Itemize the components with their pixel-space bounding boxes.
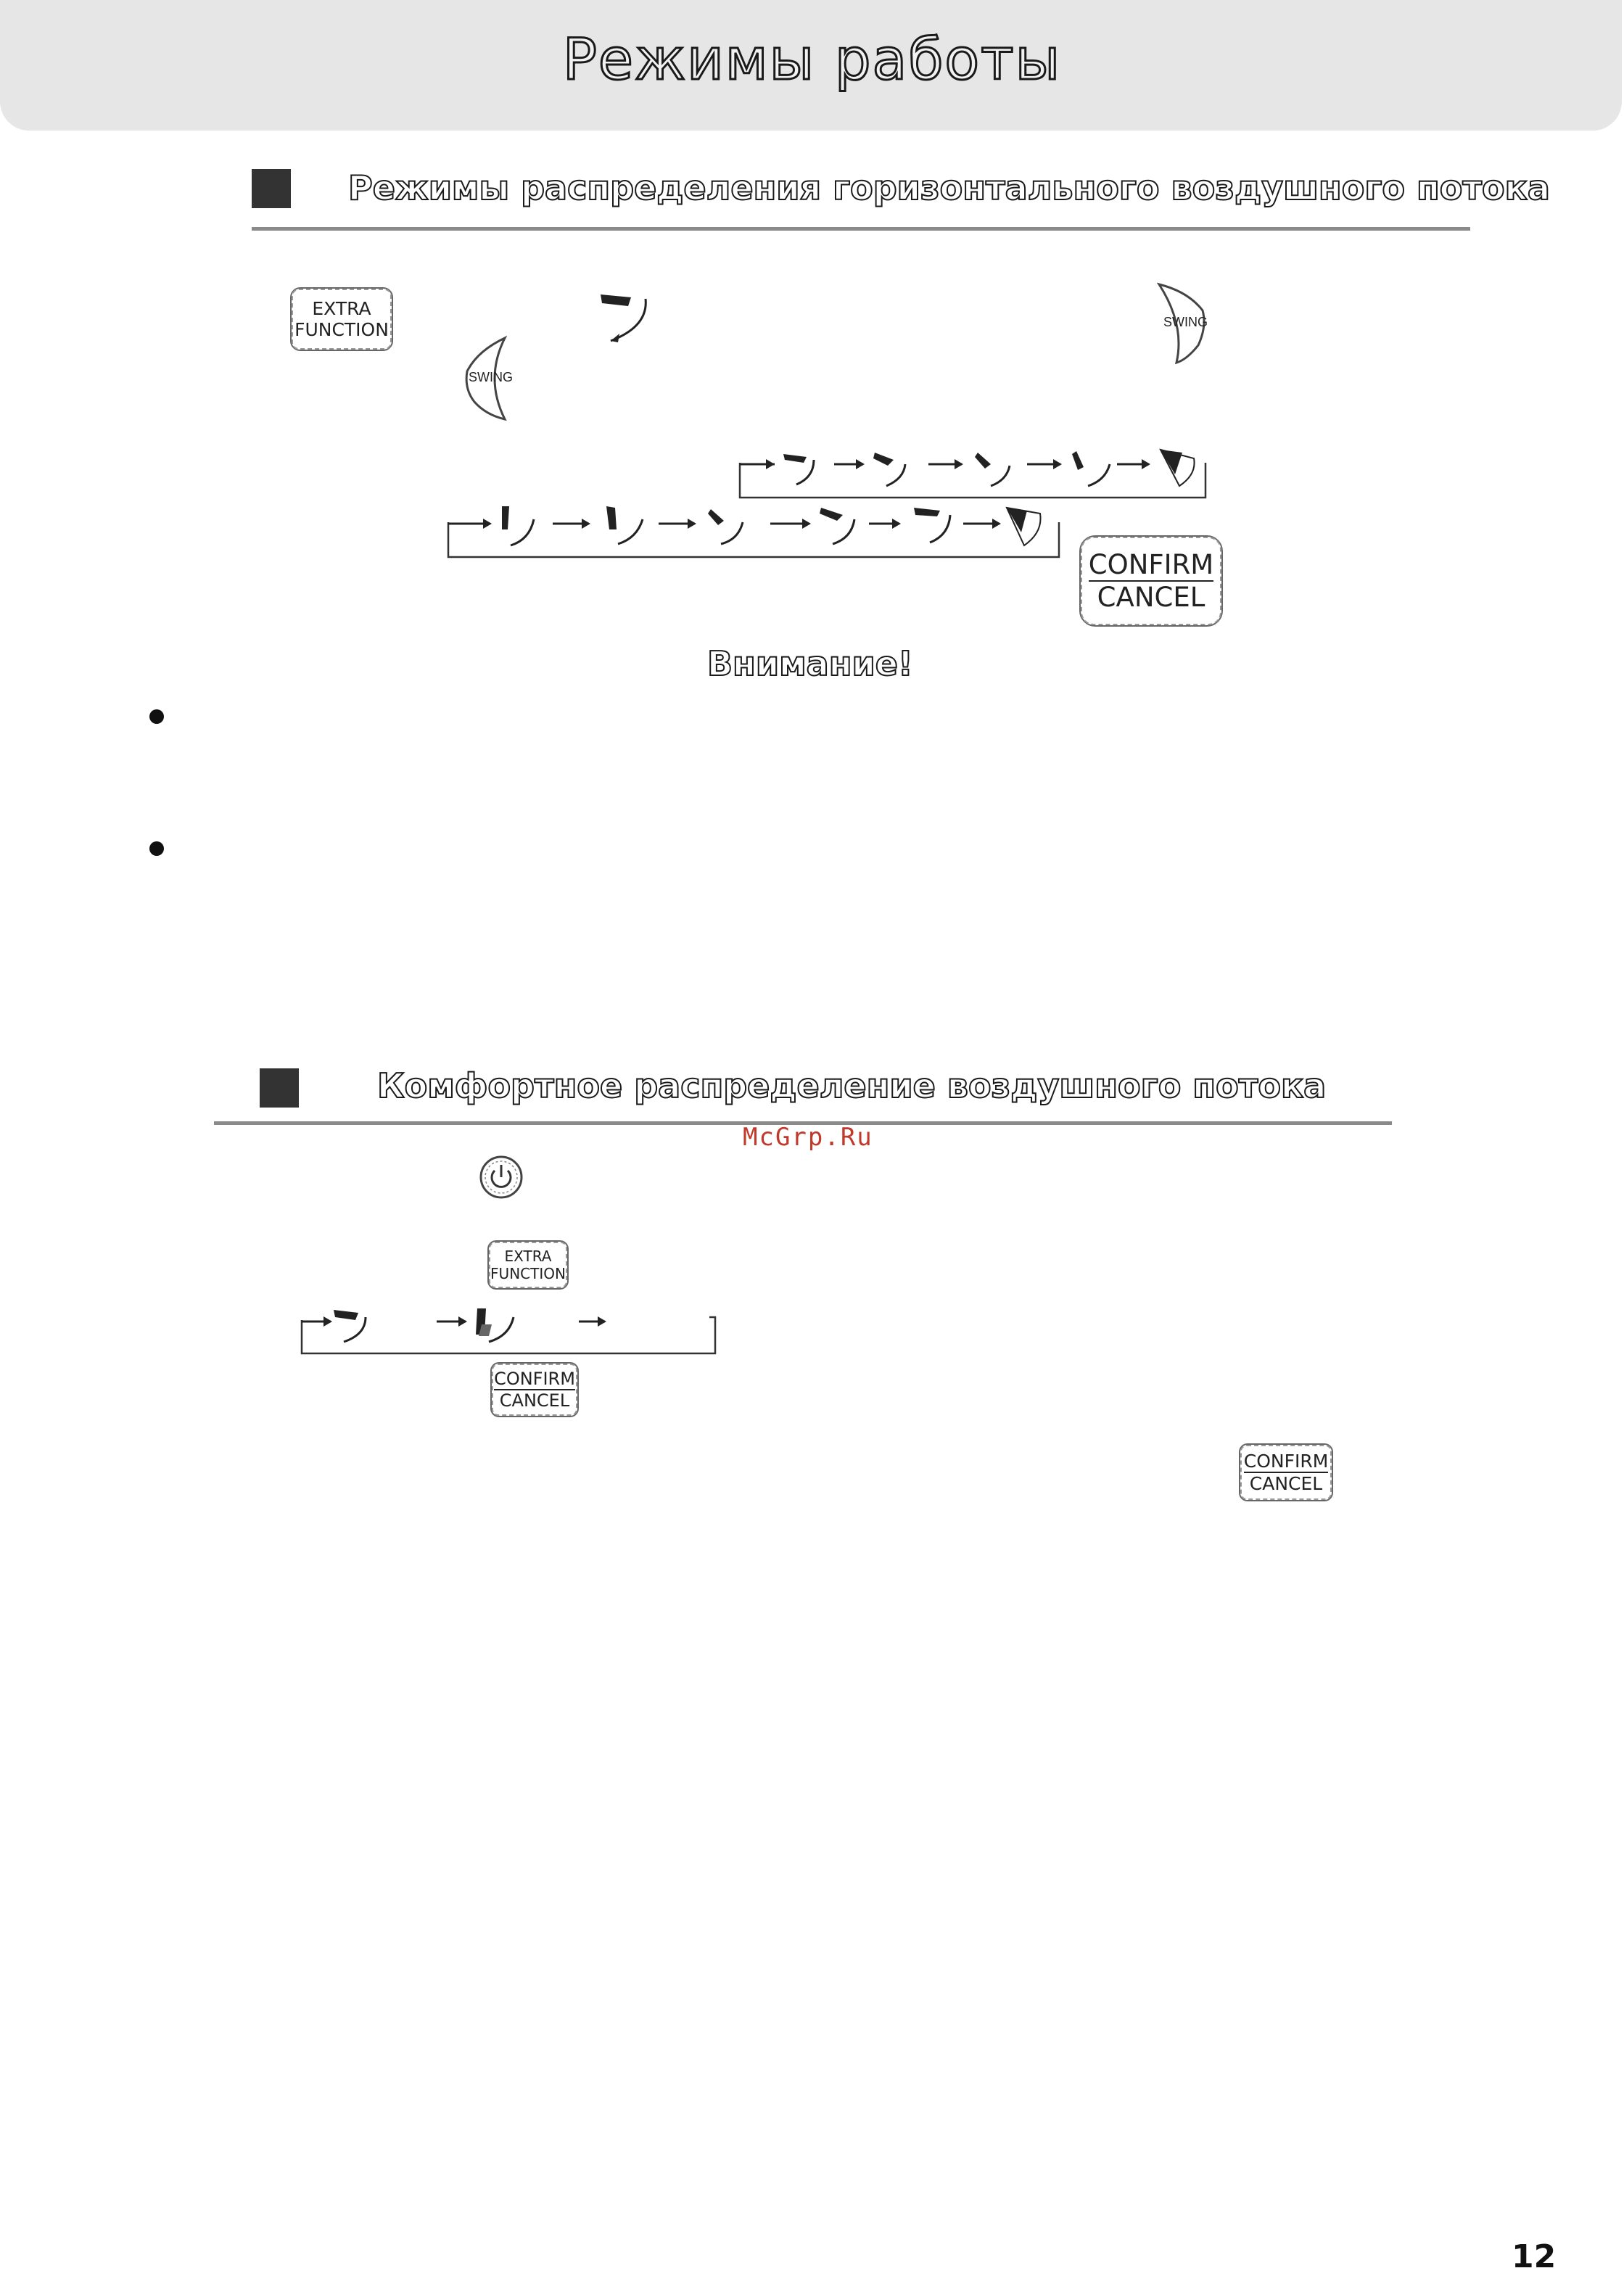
section1-title: Режимы распределения горизонтального воздушного потока: [348, 168, 1550, 207]
bullet-point: [149, 841, 164, 856]
louver-position-icon: [914, 508, 950, 543]
extra-function-button[interactable]: EXTRA FUNCTION: [487, 1240, 569, 1290]
section-marker-square: [252, 169, 291, 208]
bullet-point: [149, 709, 164, 724]
page-number: 12: [1512, 2238, 1557, 2275]
louver-position-icon: [820, 508, 854, 544]
louver-position-icon: [502, 506, 534, 545]
watermark: McGrp.Ru: [743, 1123, 873, 1152]
notice-heading: Внимание!: [707, 644, 913, 683]
comfort-sequence-loop: [299, 1303, 720, 1356]
section-marker-square: [260, 1068, 299, 1108]
confirm-cancel-button-right[interactable]: CONFIRM CANCEL: [1239, 1443, 1333, 1501]
louver-position-icon: [975, 453, 1010, 486]
sequence-loop-lower: [444, 498, 1060, 563]
swing-label-left: SWING: [469, 370, 513, 384]
louver-position-icon: [708, 509, 743, 544]
power-button[interactable]: [479, 1155, 524, 1200]
comfort-louver-icon: [476, 1308, 514, 1342]
louver-position-icon: [873, 453, 905, 486]
louver-position-icon: [595, 289, 660, 347]
louver-position-icon: [1072, 451, 1110, 486]
section1-rule: [252, 227, 1470, 231]
swing-fan-icon: [1161, 450, 1195, 486]
sequence-loop-upper: [733, 441, 1211, 499]
swing-button-left[interactable]: [461, 335, 519, 419]
swing-fan-icon: [1007, 508, 1041, 545]
confirm-cancel-button[interactable]: CONFIRM CANCEL: [1079, 535, 1223, 627]
louver-position-icon: [334, 1310, 366, 1342]
page-title: Режимы работы: [562, 28, 1062, 93]
section2-title: Комфортное распределение воздушного потока: [377, 1066, 1327, 1105]
louver-position-icon: [783, 454, 814, 485]
swing-button-right[interactable]: [1153, 281, 1211, 364]
confirm-cancel-button[interactable]: CONFIRM CANCEL: [490, 1362, 579, 1417]
louver-position-icon: [606, 506, 643, 544]
extra-function-button[interactable]: EXTRA FUNCTION: [290, 287, 393, 351]
swing-label-right: SWING: [1163, 315, 1208, 329]
